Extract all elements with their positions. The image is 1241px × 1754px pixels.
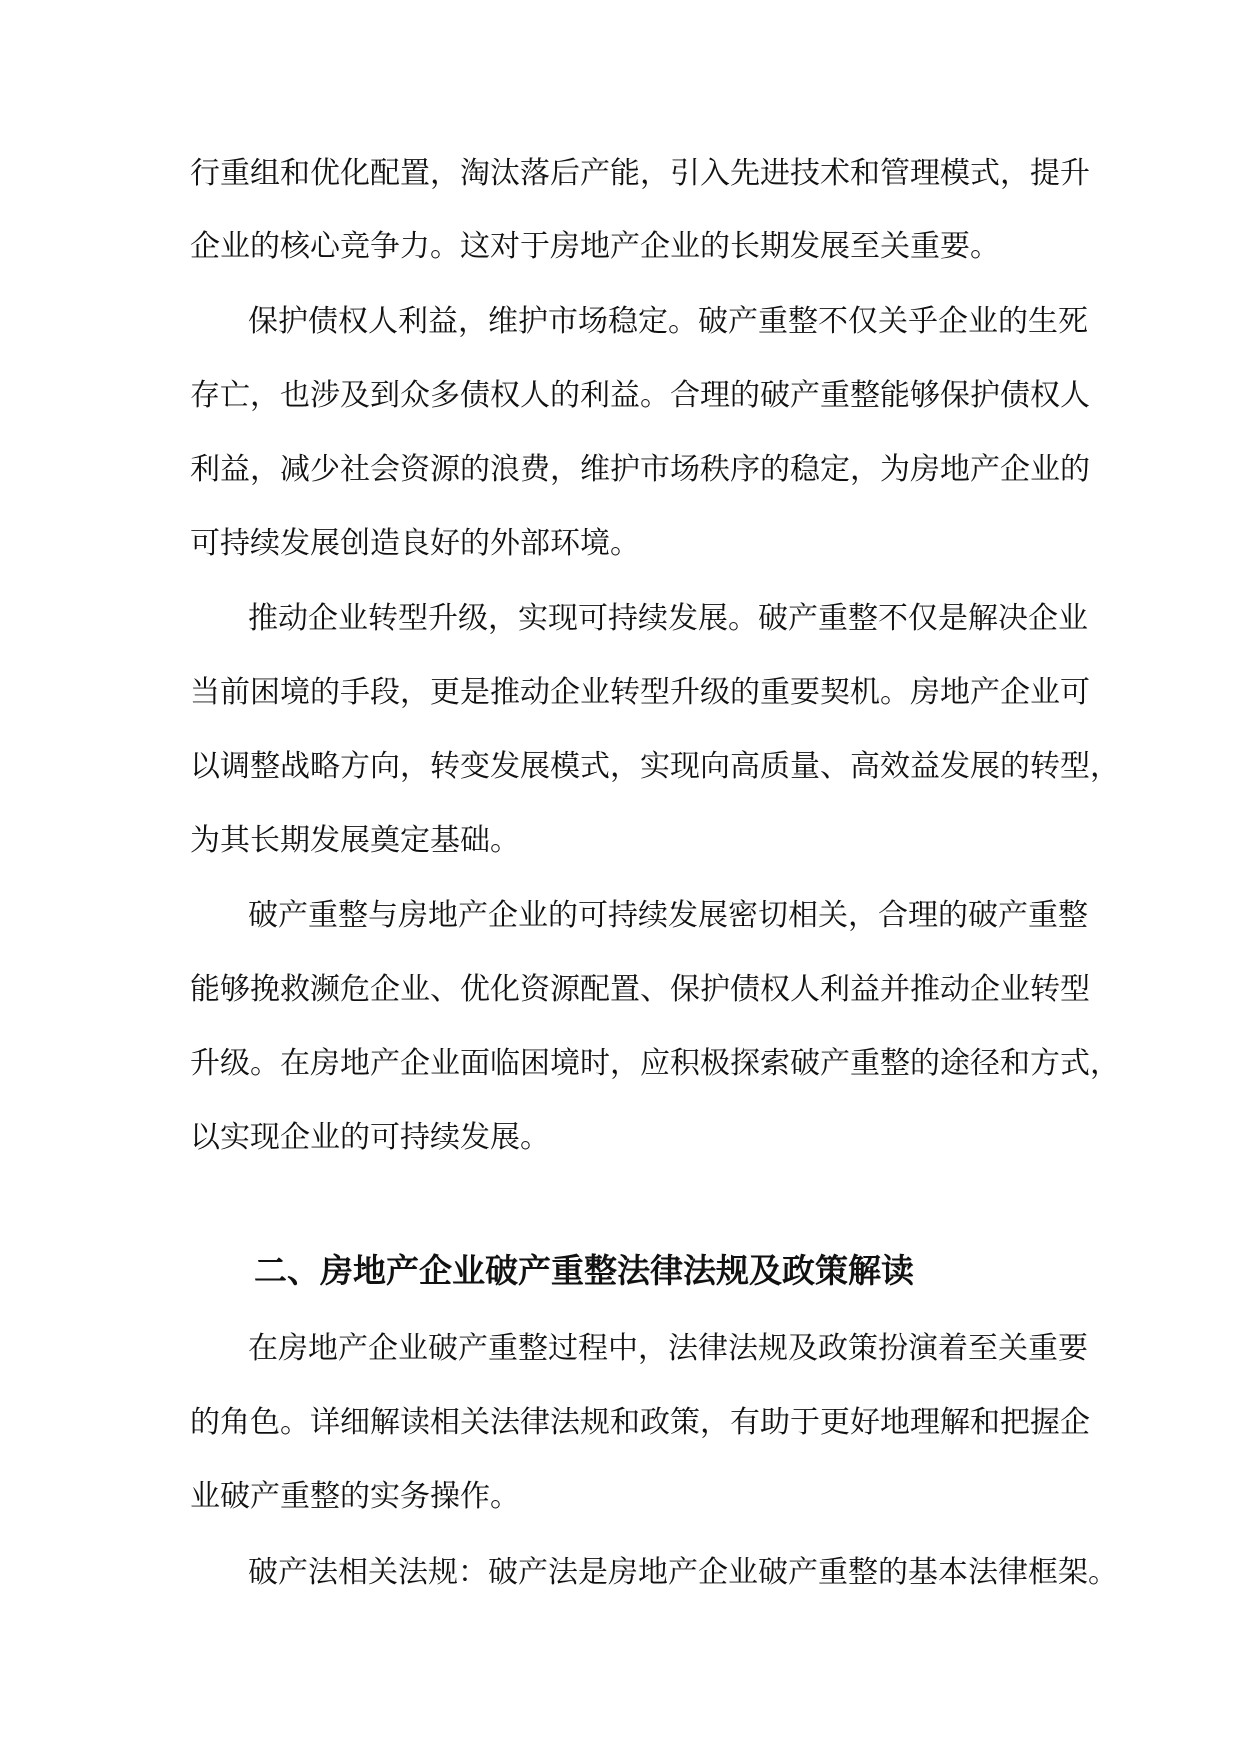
paragraph-2-line-2: 存亡，也涉及到众多债权人的利益。合理的破产重整能够保护债权人 xyxy=(190,378,1090,413)
paragraph-5-line-2: 的角色。详细解读相关法律法规和政策，有助于更好地理解和把握企 xyxy=(190,1405,1090,1440)
paragraph-6-line-1: 破产法相关法规：破产法是房地产企业破产重整的基本法律框架。 xyxy=(248,1555,1118,1590)
paragraph-4-line-2: 能够挽救濒危企业、优化资源配置、保护债权人利益并推动企业转型 xyxy=(190,972,1090,1007)
paragraph-3-line-1: 推动企业转型升级，实现可持续发展。破产重整不仅是解决企业 xyxy=(248,601,1088,636)
paragraph-5-line-1: 在房地产企业破产重整过程中，法律法规及政策扮演着至关重要 xyxy=(248,1331,1088,1366)
section-heading: 二、房地产企业破产重整法律法规及政策解读 xyxy=(254,1251,914,1290)
paragraph-1-line-1: 行重组和优化配置，淘汰落后产能，引入先进技术和管理模式，提升 xyxy=(190,156,1090,191)
paragraph-3-line-3: 以调整战略方向，转变发展模式，实现向高质量、高效益发展的转型， xyxy=(190,749,1120,784)
paragraph-3-line-4: 为其长期发展奠定基础。 xyxy=(190,823,520,858)
paragraph-2-line-4: 可持续发展创造良好的外部环境。 xyxy=(190,526,640,561)
paragraph-4-line-3: 升级。在房地产企业面临困境时，应积极探索破产重整的途径和方式， xyxy=(190,1046,1120,1081)
paragraph-2-line-3: 利益，减少社会资源的浪费，维护市场秩序的稳定，为房地产企业的 xyxy=(190,452,1090,487)
paragraph-4-line-1: 破产重整与房地产企业的可持续发展密切相关，合理的破产重整 xyxy=(248,898,1088,933)
paragraph-5-line-3: 业破产重整的实务操作。 xyxy=(190,1479,520,1514)
paragraph-2-line-1: 保护债权人利益，维护市场稳定。破产重整不仅关乎企业的生死 xyxy=(248,304,1088,339)
paragraph-3-line-2: 当前困境的手段，更是推动企业转型升级的重要契机。房地产企业可 xyxy=(190,675,1090,710)
paragraph-4-line-4: 以实现企业的可持续发展。 xyxy=(190,1120,550,1155)
paragraph-1-line-2: 企业的核心竞争力。这对于房地产企业的长期发展至关重要。 xyxy=(190,229,1000,264)
